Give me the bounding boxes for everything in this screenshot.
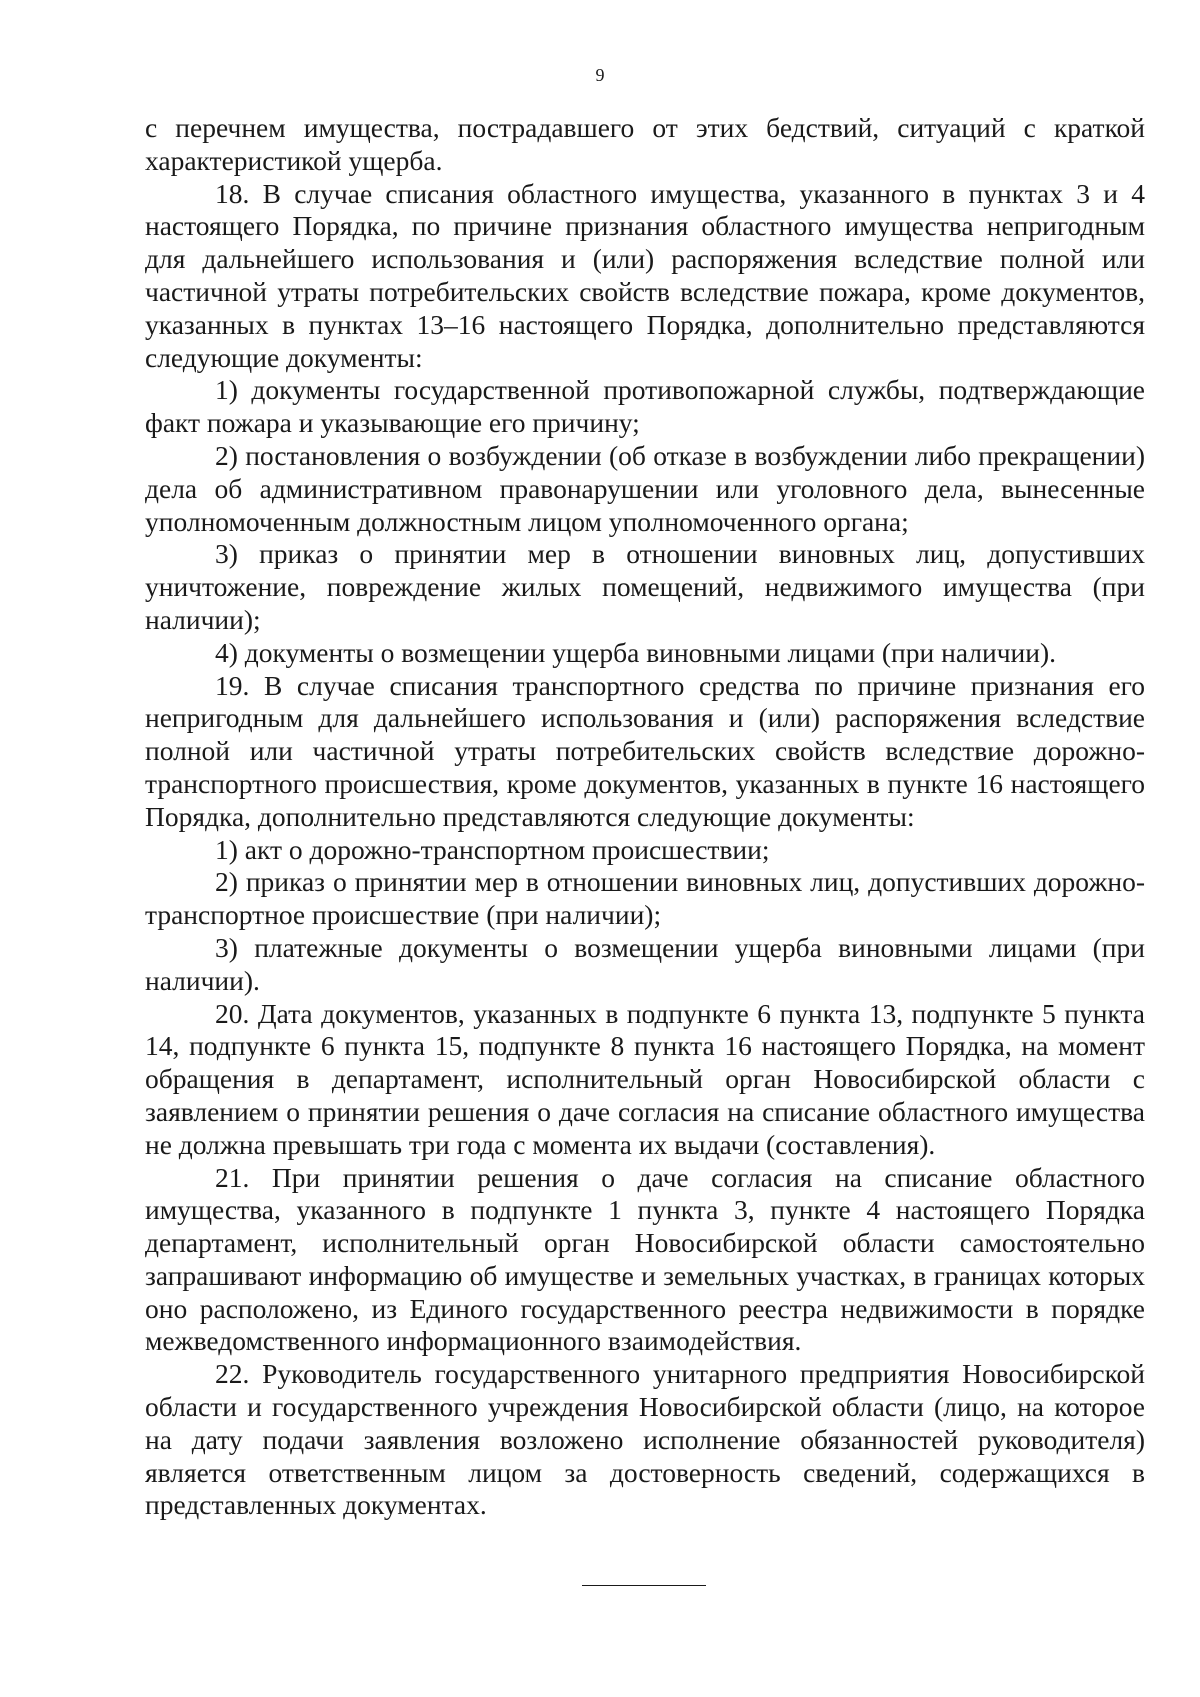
paragraph-clause-18-4: 4) документы о возмещении ущерба виновными лицами (при наличии).	[215, 636, 1057, 668]
document-body	[145, 112, 1145, 1522]
paragraph-clause-22: 22. Руководитель государственного унитарного предприятия Новосибирской области и государственного учреждения Новосибирской области (лицо, на которое на дату подачи заявления возложено исполнение обязанностей руководителя) является ответственным лицом за достоверность сведений, содержащихся в представленных документах.	[145, 1358, 1145, 1521]
paragraph-clause-20: 20. Дата документов, указанных в подпункте 6 пункта 13, подпункте 5 пункта 14, подпункте 6 пункта 15, подпункте 8 пункта 16 настоящего Порядка, на момент обращения в департамент, исполнительный орган Новосибирской области с заявлением о принятии решения о даче согласия на списание областного имущества не должна превышать три года с момента их выдачи (составления).	[145, 997, 1145, 1160]
paragraph-clause-19: 19. В случае списания транспортного средства по причине признания его непригодным для дальнейшего использования и (или) распоряжения вследствие полной или частичной утраты потребительских свойств вследствие дорожно-транспортного происшествия, кроме документов, указанных в пункте 16 настоящего Порядка, дополнительно представляются следующие документы:	[145, 669, 1145, 832]
paragraph-p-continuation: с перечнем имущества, пострадавшего от этих бедствий, ситуаций с краткой характеристикой ущерба.	[145, 112, 1145, 176]
paragraph-clause-18-1: 1) документы государственной противопожарной службы, подтверждающие факт пожара и указывающие его причину;	[145, 374, 1145, 439]
paragraph-clause-19-1: 1) акт о дорожно-транспортном происшествии;	[215, 833, 770, 865]
paragraph-clause-19-2: 2) приказ о принятии мер в отношении виновных лиц, допустивших дорожно-транспортное происшествие (при наличии);	[145, 866, 1145, 931]
paragraph-clause-18: 18. В случае списания областного имущества, указанного в пунктах 3 и 4 настоящего Порядка, по причине признания областного имущества непригодным для дальнейшего использования и (или) распоряжения вследствие полной или частичной утраты потребительских свойств вследствие пожара, кроме документов, указанных в пунктах 13–16 настоящего Порядка, дополнительно представляются следующие документы:	[145, 177, 1145, 373]
paragraph-clause-18-2: 2) постановления о возбуждении (об отказе в возбуждении либо прекращении) дела об административном правонарушении или уголовного дела, вынесенные уполномоченным должностным лицом уполномоченного органа;	[145, 439, 1145, 537]
page-number: 9	[595, 65, 605, 85]
end-of-text-rule	[582, 1585, 706, 1586]
paragraph-clause-19-3: 3) платежные документы о возмещении ущерба виновными лицами (при наличии).	[145, 931, 1145, 996]
paragraph-clause-21: 21. При принятии решения о даче согласия на списание областного имущества, указанного в подпункте 1 пункта 3, пункте 4 настоящего Порядка департамент, исполнительный орган Новосибирской области самостоятельно запрашивают информацию об имуществе и земельных участках, в границах которых оно расположено, из Единого государственного реестра недвижимости в порядке межведомственного информационного взаимодействия.	[145, 1161, 1145, 1357]
paragraph-clause-18-3: 3) приказ о принятии мер в отношении виновных лиц, допустивших уничтожение, повреждение жилых помещений, недвижимого имущества (при наличии);	[145, 538, 1145, 635]
